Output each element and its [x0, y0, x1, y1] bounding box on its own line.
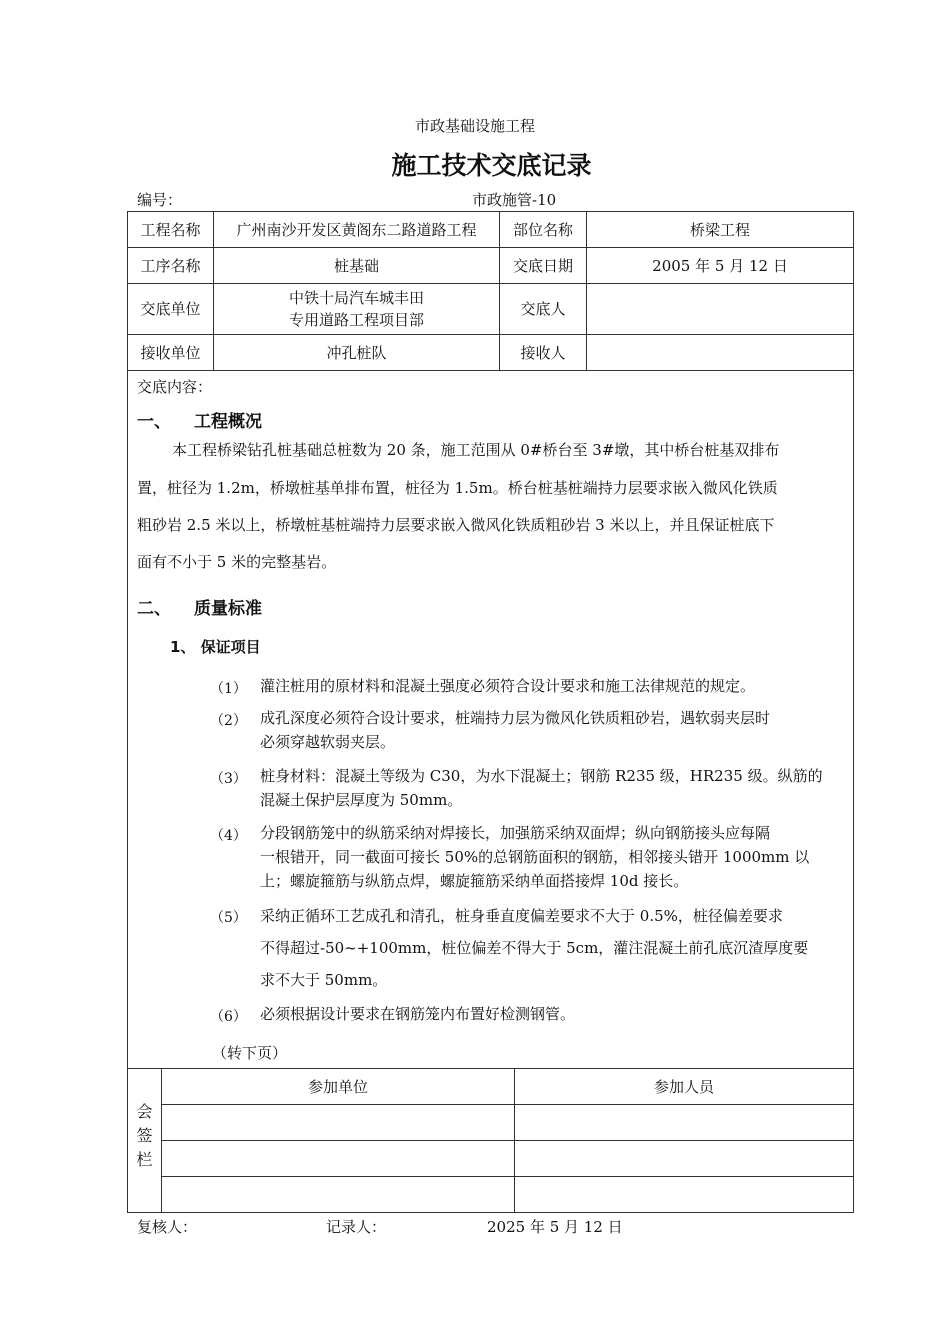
- serial-label: 编号：: [137, 191, 183, 209]
- item-2-line-1: 成孔深度必须符合设计要求，桩端持力层为微风化铁质粗砂岩，遇软弱夹层时: [260, 709, 771, 727]
- item-5-line-2: 不得超过-50~+100mm，桩位偏差不得大于 5cm，灌注混凝土前孔底沉渣厚度要: [260, 939, 809, 957]
- receiver-person-label: 接收人: [520, 343, 566, 362]
- project-name-label: 工程名称: [140, 220, 201, 239]
- signoff-label-char-2: 签: [136, 1126, 153, 1145]
- item-6-number: （6）: [210, 1009, 247, 1025]
- section-2-title: 质量标准: [194, 599, 262, 619]
- overview-line-3: 粗砂岩 2.5 米以上，桥墩桩基桩端持力层要求嵌入微风化铁质粗砂岩 3 米以上，并且保证桩底下: [137, 516, 775, 534]
- process-name: 桩基础: [333, 256, 379, 275]
- section-2-number: 二、: [137, 599, 171, 619]
- overview-line-2: 置，桩径为 1.2m，桥墩桩基单排布置，桩径为 1.5m。桥台桩基桩端持力层要求嵌入微风化铁质: [137, 479, 778, 497]
- receiver-unit-label: 接收单位: [140, 343, 201, 362]
- page-title: 施工技术交底记录: [391, 151, 592, 180]
- item-4-line-1: 分段钢筋笼中的纵筋采纳对焊接长，加强筋采纳双面焊；纵向钢筋接头应每隔: [260, 824, 771, 842]
- reviewer-label: 复核人：: [137, 1218, 198, 1236]
- item-3-line-2: 混凝土保护层厚度为 50mm。: [260, 791, 463, 809]
- project-name: 广州南沙开发区黄阁东二路道路工程: [236, 220, 477, 239]
- signoff-label-char-3: 栏: [136, 1150, 153, 1169]
- section-1-title: 工程概况: [194, 412, 262, 432]
- item-1-text: [260, 674, 848, 698]
- item-4-line-3: 上；螺旋箍筋与纵筋点焊，螺旋箍筋采纳单面搭接焊 10d 接长。: [260, 872, 689, 890]
- part-name-label: 部位名称: [512, 220, 573, 239]
- item-3-number: （3）: [210, 771, 247, 787]
- item-4-number: （4）: [210, 828, 247, 844]
- item-5-number: （5）: [210, 910, 247, 926]
- subsection-1-title: 1、 保证项目: [170, 638, 261, 656]
- issuer-unit-line1: 中铁十局汽车城丰田: [288, 289, 424, 307]
- item-2-text: [260, 706, 848, 754]
- item-5-line-3: 求不大于 50mm。: [260, 971, 388, 989]
- overview-line-4: 面有不小于 5 米的完整基岩。: [137, 553, 337, 571]
- signoff-col-people: 参加人员: [653, 1077, 714, 1096]
- item-2-number: （2）: [210, 713, 247, 729]
- item-4-line-2: 一根错开，同一截面可接长 50%的总钢筋面积的钢筋，相邻接头错开 1000mm 以: [260, 848, 810, 866]
- signoff-label-char-1: 会: [136, 1102, 153, 1121]
- overview-line-1: 本工程桥梁钻孔桩基础总桩数为 20 条，施工范围从 0#桥台至 3#墩，其中桥台桩基双排布: [172, 441, 780, 459]
- part-name: 桥梁工程: [689, 220, 750, 239]
- supertitle: 市政基础设施工程: [414, 117, 535, 135]
- item-2-line-2: 必须穿越软弱夹层。: [260, 733, 396, 751]
- recorder-label: 记录人：: [326, 1218, 387, 1236]
- issuer-unit: [214, 284, 499, 334]
- issuer-person: [587, 284, 853, 334]
- receiver-person: [587, 335, 853, 370]
- item-6-line-1: 必须根据设计要求在钢筋笼内布置好检测钢管。: [260, 1005, 576, 1023]
- footer-date: 2025 年 5 月 12 日: [487, 1218, 623, 1236]
- item-1-line-1: 灌注桩用的原材料和混凝土强度必须符合设计要求和施工法律规范的规定。: [260, 677, 756, 695]
- content-label: 交底内容：: [137, 378, 213, 396]
- item-3-line-1: 桩身材料：混凝土等级为 C30，为水下混凝土；钢筋 R235 级，HR235 级。纵筋的: [260, 767, 823, 785]
- item-1-number: （1）: [210, 681, 247, 697]
- item-3-text: [260, 764, 848, 812]
- issuer-person-label: 交底人: [520, 300, 566, 318]
- form-code: 市政施管-10: [472, 191, 557, 209]
- item-5-line-1: 采纳正循环工艺成孔和清孔，桩身垂直度偏差要求不大于 0.5%，桩径偏差要求: [260, 907, 783, 925]
- receiver-unit: 冲孔桩队: [326, 343, 387, 362]
- handover-date: 2005 年 5 月 12 日: [652, 256, 788, 275]
- item-6-text: [260, 1002, 848, 1026]
- issuer-unit-line2: 专用道路工程项目部: [288, 311, 424, 329]
- section-1-number: 一、: [137, 412, 171, 432]
- issuer-unit-label: 交底单位: [140, 300, 201, 318]
- process-name-label: 工序名称: [140, 256, 201, 275]
- item-5-text: [260, 900, 848, 996]
- date-label: 交底日期: [512, 256, 573, 275]
- signoff-col-unit: 参加单位: [307, 1077, 368, 1096]
- continued-note: （转下页）: [212, 1044, 288, 1062]
- item-4-text: [260, 821, 848, 893]
- signoff-side-label: [128, 1100, 161, 1172]
